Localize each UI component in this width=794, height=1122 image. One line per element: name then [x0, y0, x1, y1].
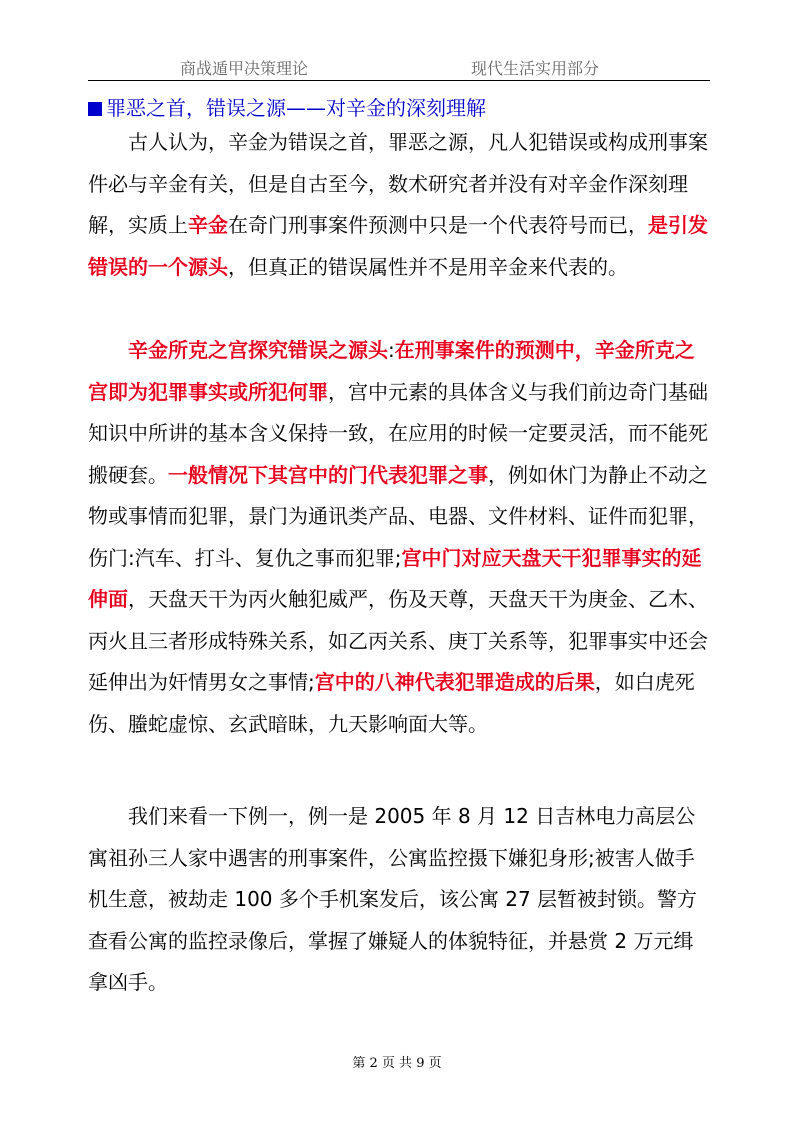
section-title — [88, 92, 486, 121]
para1-text-1: 古人认为，辛金为错误之首，罪恶之源，凡人犯错误或构成刑事案件必与辛金有关，但是自古至今，数术研究者并没有对辛金作深刻理解，实质上 — [88, 130, 708, 237]
para1-highlight-1: 辛金 — [188, 213, 228, 237]
header-right-title: 现代生活实用部分 — [471, 59, 600, 78]
header-left-title: 商战遁甲决策理论 — [180, 59, 309, 78]
paragraph-2 — [88, 330, 710, 745]
para2-highlight-5: 宫中的八神代表犯罪造成的后果 — [314, 670, 595, 694]
para2-text-2: ，宫中元素的具体含义与我们前边奇门基础知识中所讲的基本含义保持一致，在应用的时候一定要灵活，而不能死搬硬套。 — [88, 379, 708, 487]
para2-highlight-2: 在刑事案件的预测中，辛金所克之宫即为犯罪事实或所犯何罪 — [88, 338, 695, 404]
para2-highlight-1: 辛金所克之宫探究错误之源头 — [128, 338, 388, 362]
header-rule — [88, 80, 710, 81]
para2-text-1: : — [388, 338, 395, 362]
para1-text-2: 在奇门刑事案件预测中只是一个代表符号而已， — [228, 213, 648, 237]
para1-highlight-2: 是引发错误的一个源头 — [88, 213, 708, 279]
para2-text-4: ，天盘天干为丙火触犯威严，伤及天尊，天盘天干为庚金、乙木、丙火且三者形成特殊关系，如乙丙关系、庚丁关系等，犯罪事实中还会延伸出为奸情男女之事情; — [88, 587, 708, 694]
page-footer: 第 2 页 共 9 页 — [352, 1056, 442, 1071]
paragraph-1 — [88, 122, 710, 288]
para1-text-3: ，但真正的错误属性并不是用辛金来代表的。 — [228, 254, 628, 279]
para2-text-5: ，如白虎死伤、螣蛇虚惊、玄武暗昧，九天影响面大等。 — [88, 670, 695, 736]
square-bullet-icon — [88, 102, 102, 116]
page-header — [88, 56, 710, 80]
para3-text-1: 我们来看一下例一，例一是 2005 年 8 月 12 日吉林电力高层公寓祖孙三人家中遇害的刑事案件，公寓监控摄下嫌犯身形;被害人做手机生意，被劫走 100 多个手机案发后，该公寓 27 层暂被封锁。警方查看公寓的监控录像后，掌握了嫌疑人的体貌特征，并悬赏 2 万元缉拿凶手。 — [88, 804, 698, 994]
para2-highlight-3: 一般情况下其宫中的门代表犯罪之事 — [168, 462, 488, 487]
paragraph-3 — [88, 796, 710, 1004]
section-title-text: 罪恶之首，错误之源——对辛金的深刻理解 — [106, 96, 486, 120]
para2-text-3: ，例如休门为静止不动之物或事情而犯罪，景门为通讯类产品、电器、文件材料、证件而犯罪，伤门:汽车、打斗、复仇之事而犯罪; — [88, 462, 708, 570]
para2-highlight-4: 宫中门对应天盘天干犯罪事实的延伸面 — [88, 545, 702, 611]
